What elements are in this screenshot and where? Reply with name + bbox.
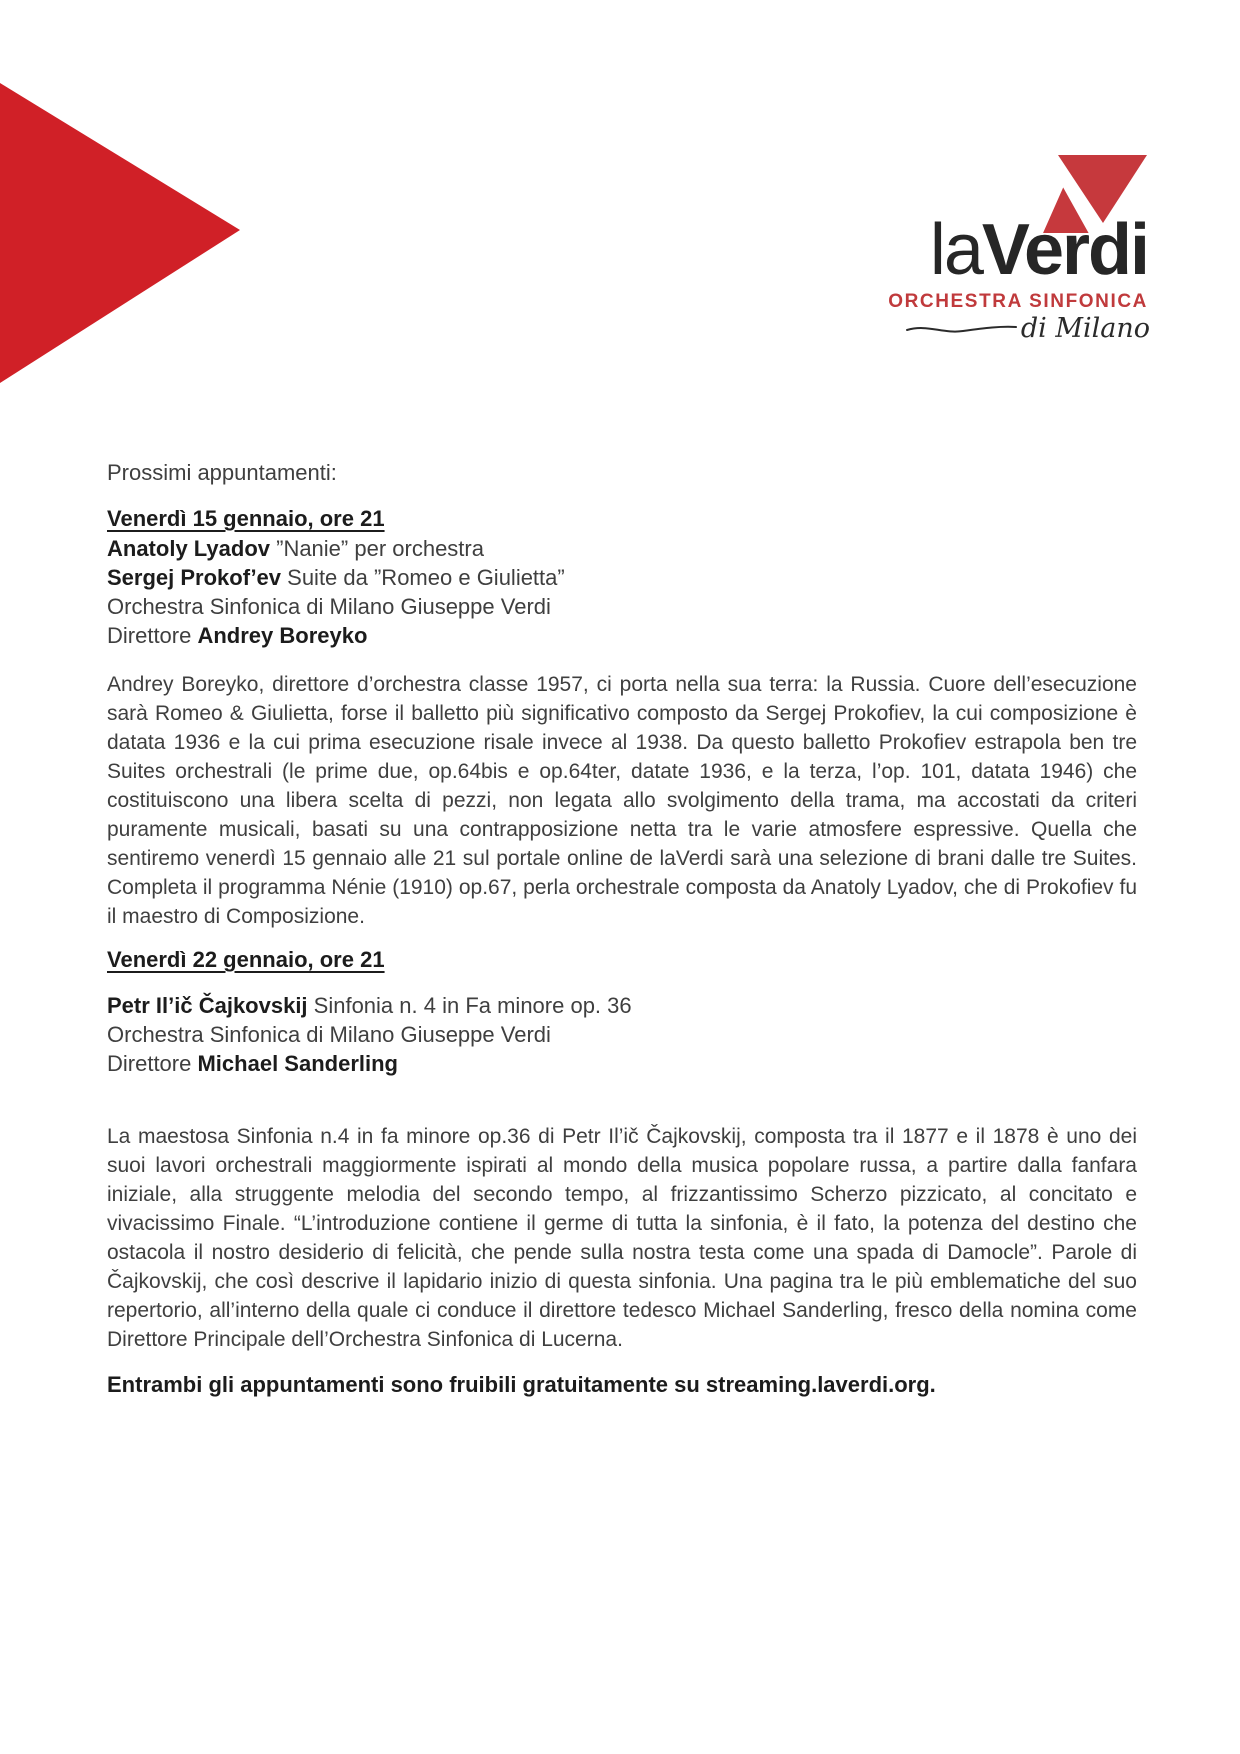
composer-name: Sergej Prokof’ev xyxy=(107,565,282,590)
event1-director-line xyxy=(107,621,1137,650)
corner-triangle-decoration xyxy=(0,83,240,383)
document-content xyxy=(107,458,1137,1400)
director-name: Michael Sanderling xyxy=(197,1051,398,1076)
event2-heading: Venerdì 22 gennaio, ore 21 xyxy=(107,947,385,972)
director-name: Andrey Boreyko xyxy=(197,623,368,648)
event1-heading: Venerdì 15 gennaio, ore 21 xyxy=(107,506,385,531)
director-label: Direttore xyxy=(107,623,198,648)
logo-script-row xyxy=(905,313,1150,344)
logo-subtitle: ORCHESTRA SINFONICA xyxy=(888,291,1148,312)
event1-program-line-2 xyxy=(107,563,1137,592)
composer-name: Petr Il’ič Čajkovskij xyxy=(107,993,308,1018)
event1-description-paragraph: Andrey Boreyko, direttore d’orchestra classe 1957, ci porta nella sua terra: la Russia. Cuore dell’esecuzione sarà Romeo & Giulietta, forse il balletto più significativo composto da Sergej Prokofiev, la cui composizione è datata 1936 e la cui prima esecuzione risale invece al 1938. Da questo balletto Prokofiev estrapola ben tre Suites orchestrali (le prime due, op.64bis e op.64ter, datate 1936, e la terza, l’op. 101, datata 1946) che costituiscono una libera scelta di pezzi, non legata allo svolgimento della trama, ma accostati da criteri puramente musicali, basati su una contrapposizione netta tra le varie atmosfere espressive. Quella che sentiremo venerdì 15 gennaio alle 21 sul portale online de laVerdi sarà una selezione di brani dalle tre Suites. Completa il programma Nénie (1910) op.67, perla orchestrale composta da Anatoly Lyadov, che di Prokofiev fu il maestro di Composizione. xyxy=(107,673,1137,928)
event2-description-paragraph: La maestosa Sinfonia n.4 in fa minore op.36 di Petr Il’ič Čajkovskij, composta tra il 1877 e il 1878 è uno dei suoi lavori orchestrali maggiormente ispirati al mondo della musica popolare russa, a partire dalla fanfara iniziale, alla struggente melodia del secondo tempo, al frizzantissimo Scherzo pizzicato, al concitato e vivacissimo Finale. “L’introduzione contiene il germe di tutta la sinfonia, è il fato, la potenza del destino che ostacola il nostro desiderio di felicità, che pende sulla nostra testa come una spada di Damocle”. Parole di Čajkovskij, che così descrive il lapidario inizio di questa sinfonia. Una pagina tra le più emblematiche del suo repertorio, all’interno della quale ci conduce il direttore tedesco Michael Sanderling, fresco della nomina come Direttore Principale dell’Orchestra Sinfonica di Lucerna. xyxy=(107,1125,1137,1351)
work-title: Sinfonia n. 4 in Fa minore op. 36 xyxy=(307,993,632,1018)
event1-program-line-1 xyxy=(107,534,1137,563)
intro-line: Prossimi appuntamenti: xyxy=(107,460,337,485)
swash-line-icon xyxy=(905,317,1017,341)
work-title: Suite da ”Romeo e Giulietta” xyxy=(281,565,565,590)
logo-wordmark xyxy=(930,211,1148,289)
logo-wordmark-verdi: Verdi xyxy=(981,210,1148,290)
director-label: Direttore xyxy=(107,1051,198,1076)
event1-orchestra-line: Orchestra Sinfonica di Milano Giuseppe Verdi xyxy=(107,594,551,619)
event2-orchestra-line: Orchestra Sinfonica di Milano Giuseppe Verdi xyxy=(107,1022,551,1047)
composer-name: Anatoly Lyadov xyxy=(107,536,270,561)
streaming-info-line: Entrambi gli appuntamenti sono fruibili gratuitamente su streaming.laverdi.org. xyxy=(107,1372,936,1397)
work-title: ”Nanie” per orchestra xyxy=(270,536,484,561)
event2-director-line xyxy=(107,1049,1137,1078)
event2-program-line-1 xyxy=(107,991,1137,1020)
logo-script-text: di Milano xyxy=(1020,313,1150,344)
logo-wordmark-la: la xyxy=(929,210,982,290)
